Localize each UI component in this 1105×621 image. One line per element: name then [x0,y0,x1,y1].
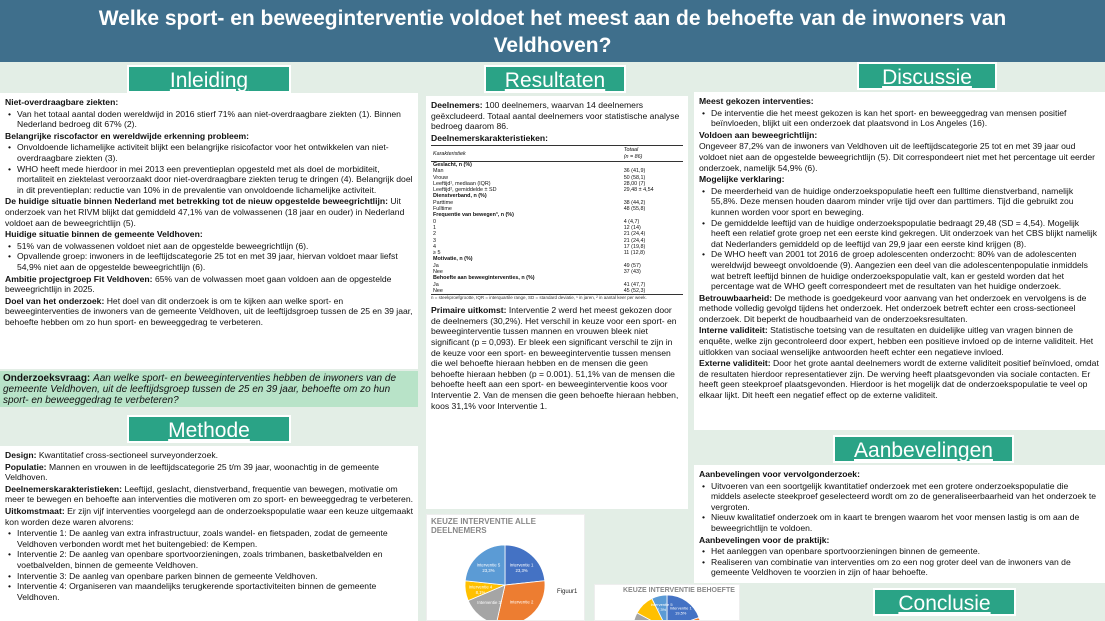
table-row [431,161,683,168]
aanbevelingen-bullet-1: • Uitvoeren van een soortgelijk kwantitatief onderzoek met een grotere onderzoekspopulatie die middels aselecte steekproef geselecteerd wordt om zo de generaliseerbaarheid van het onderzoek te vergroten. [699,481,1100,513]
research-question [0,371,418,407]
table-cell-label: Frequentie van bewegen³, n (%) [433,212,514,219]
methode-panel [0,446,418,621]
resultaten-heading-3: Primaire uitkomst: [431,305,507,316]
aanbevelingen-heading-1: Aanbevelingen voor vervolgonderzoek: [699,469,860,479]
methode-heading-2: Populatie: [5,461,47,472]
resultaten-heading-1: Deelnemers: [431,100,483,110]
table-cell-label: Behoefte aan beweeginterventies, n (%) [433,275,535,282]
inleiding-text-5: 65% van de volwassen moet gaan voldoen aan de opgestelde beweegrichtlijn in 2025. [5,273,392,295]
discussie-bullet-4: • De WHO heeft van 2001 tot 2016 de groep adolescenten onderzocht: 80% van de adolescenten wereldwijd beweegt onvoldoende (9). Aangezien een deel van die adolescentenpopulatie inmiddels wat betreft leeftijd binnen de huidige onderzoekspopulatie valt, kan er gesteld worden dat het percentage wat de WHO geeft correspondeert met de resultaten van het huidige onderzoek. [699,249,1100,291]
table-cell-value: 21 (24,4) [623,237,646,244]
aanbevelingen-bullet-4: • Realiseren van combinatie van interventies om zo een nog groter deel van de inwoners van de gemeente Veldhoven te voorzien in zijn of haar behoefte. [699,557,1100,578]
table-header-characteristic: Karakteristiek [431,146,622,162]
table-cell-value: 48 (55,8) [623,206,646,213]
table-cell-label: Nee [433,269,443,276]
table-cell-label: 3 [433,237,436,244]
table-cell-value: 29,48 ± 4,54 [623,187,654,194]
resultaten-panel [426,96,688,509]
discussie-heading-5: Interne validiteit: [699,325,768,336]
table-cell-value: 12 (14) [623,224,641,231]
discussie-text-6: Door het grote aantal deelnemers wordt de externe validiteit positief beïnvloed, omdat de resultaten hierdoor representatiever zijn. De werving heeft plaatsgevonden via sociale contacten. Er heeft geen steekproef plaatsgevonden. Hierdoor is het mogelijk dat de onderzoekspopulatie te veel op elkaar lijkt. Dit heeft een negatief effect op de externe validiteit. [699,358,1099,401]
discussie-heading-2: Voldoen aan beweegrichtlijn: [699,129,818,140]
table-cell-value: 17 (19,8) [623,243,646,250]
pie-chart-caption: Figuur1 [557,589,578,595]
inleiding-bullet-4: • 51% van de volwassenen voldoet niet aan de opgestelde beweegrichtlijn (6). [5,241,413,252]
table-cell-label: Dienstverband, n (%) [433,193,487,200]
table-cell-label: Ja [433,281,439,288]
inleiding-bullet-3: • WHO heeft mede hierdoor in mei 2013 een preventieplan opgesteld met als doel de morbiditeit, mortaliteit en ziektelast veroorzaakt door niet-overdraagbare ziekten terug te dringen (4). Belangrijk doel in dit preventieplan: reductie van 10% in de prevalentie van onvoldoende lichamelijke activiteit. [5,164,413,196]
inleiding-heading-1: Niet-overdraagbare ziekten: [5,97,119,107]
pie-slice-label-5: Interventie 5 [476,562,501,568]
demographics-table [431,145,683,295]
methode-text-1: Kwantitatief cross-sectioneel surveyonderzoek. [38,450,219,460]
inleiding-panel [0,93,418,369]
section-title-resultaten: Resultaten [484,65,626,93]
poster-title-line1: Welke sport- en beweeginterventie voldoet het meest aan de behoefte van de inwoners van [98,7,1007,30]
aanbevelingen-panel [694,465,1105,583]
inleiding-heading-6: Doel van het onderzoek: [5,295,105,306]
table-cell-value: 38 (44,2) [623,199,646,206]
pie-chart-behoefte [594,584,740,621]
pie-slice-value-1: 23,3% [515,567,528,573]
resultaten-text-3: Interventie 2 werd het meest gekozen door de deelnemers (30,2%). Het verschil in keuze voor een sport- en beweeginterventie tussen mannen en vrouwen bleek niet significant (p = 0,093). Er bleek een significant verschil te zijn in de keuze voor een sport- en beweeginterventie tussen mensen die wel behoefte hieraan hebben en de mensen die geen behoefte hieraan hebben (p = 0.001). 51,1% van de mensen die behoefte heeft aan een sport- en beweeginterventie koos voor Interventie 2. Van de mensen die geen behoefte hieraan hebben, koos 31,1% voor Interventie 1. [431,305,679,411]
table-cell-label: Geslacht, n (%) [433,161,472,168]
table-cell-value: 37 (43) [623,269,641,276]
discussie-heading-4: Betrouwbaarheid: [699,292,773,303]
inleiding-text-6: Het doel van dit onderzoek is om te kijken aan welke sport- en beweeginterventies de inwoners van de gemeente Veldhoven, uit de leeftijdsgroep tussen de 25 en 39 jaar, behoefte hebben om zo hun sport- en beweeggedrag te verbeteren. [5,295,413,327]
table-cell-label: Leeftijd¹, mediaan (IQR) [433,180,491,187]
section-title-conclusie: Conclusie [873,588,1016,616]
table-cell-label: Man [433,168,444,175]
methode-intervention-2: • Interventie 2: De aanleg van openbare sportvoorzieningen, zoals trimbanen, basketbalvelden en voetbalvelden, binnen de gemeente Veldhoven. [5,549,413,570]
resultaten-heading-2: Deelnemerskarakteristieken: [431,132,549,143]
poster-title [0,0,1105,62]
table-cell-value: 49 (57) [623,262,641,269]
discussie-bullet-3: • De gemiddelde leeftijd van de huidige onderzoekspopulatie bedraagt 29,48 (SD = 4,54). Mogelijk heeft een relatief grote groep net een eerste kind gekregen. Uit onderzoek van het CBS blijkt namelijk dat Nederlanders gemiddeld op de leeftijd van 29,9 jaar een eerste kind krijgen (8). [699,218,1100,250]
discussie-text-2: Ongeveer 87,2% van de inwoners van Veldhoven uit de leeftijdscategorie 25 tot en met 39 jaar oud voldoet niet aan de opgestelde beweegrichtlijn (5). Dit correspondeert niet met het percentage uit eerder onderzoek, namelijk 54,9% (6). [699,141,1096,173]
table-cell-label: Parttime [433,199,454,206]
pie-slice-label-1: Interventie 1 [509,562,534,568]
methode-heading-1: Design: [5,450,37,460]
table-cell-label: 0 [433,218,436,225]
research-question-label: Onderzoeksvraag: [3,373,91,384]
table-cell-value [622,161,683,168]
section-title-inleiding: Inleiding [127,65,291,93]
pie-slice-label-3: Interventie 3 [477,600,501,606]
table-cell-value: 45 (52,3) [622,288,683,295]
methode-text-3: Leeftijd, geslacht, dienstverband, frequentie van bewegen, motivatie om meer te bewegen en behoefte aan interventies die motiveren om zo sport- en beweeggedrag te verbeteren. [5,483,413,505]
table-cell-label: 2 [433,231,436,238]
inleiding-heading-4: Huidige situatie binnen de gemeente Veldhoven: [5,229,203,240]
table-cell-label: ≥ 5 [433,250,441,257]
inleiding-bullet-2: • Onvoldoende lichamelijke activiteit blijkt een belangrijke risicofactor voor het ontwikkelen van niet-overdraagbare ziekten (3). [5,142,413,163]
pie-slice-label-1: Interventie 1 [669,605,692,611]
pie-slice-value-4: 8,1% [475,589,486,595]
table-cell-label: Vrouw [433,174,449,181]
inleiding-text-3: Uit onderzoek van het RIVM blijkt dat gemiddeld 47,1% van de volwassenen (18 jaar en ouder) in Nederland voldoet aan de beweegrichtlijn (5). [5,196,405,228]
pie-slice-value-1: 19,5% [675,610,687,616]
table-cell-value: 21 (24,4) [623,231,646,238]
aanbevelingen-heading-2: Aanbevelingen voor de praktijk: [699,534,830,545]
discussie-bullet-1: • De interventie die het meest gekozen is kan het sport- en beweeggedrag van mensen positief beïnvloeden, blijkt uit een onderzoek dat plaatsvond in Los Angeles (16). [699,108,1100,129]
inleiding-heading-3: De huidige situatie binnen Nederland met betrekking tot de nieuw opgestelde beweegrichtlijn: [5,196,388,207]
pie-slice-value-5: 23,3% [482,567,495,573]
methode-heading-3: Deelnemerskarakteristieken: [5,483,123,494]
methode-intervention-4: • Interventie 4: Organiseren van maandelijks terugkerende sportactiviteiten binnen de gemeente Veldhoven. [5,581,413,602]
discussie-panel [694,92,1105,430]
research-question-text: Aan welke sport- en beweeginterventies hebben de inwoners van de gemeente Veldhoven, uit de leeftijdsgroep tussen de 25 en 39 jaar, behoefte om zo hun sport- en beweeggedrag te verbeteren? [3,373,397,406]
pie-chart-all-title: KEUZE INTERVENTIE ALLE DEELNEMERS [431,517,536,535]
methode-intervention-1: • Interventie 1: De aanleg van extra infrastructuur, zoals wandel- en fietspaden, zodat de gemeente Veldhoven verbonden wordt met het buitengebied: de Kempen. [5,528,413,549]
table-cell-label: Fulltime [433,206,452,213]
discussie-text-5: Statistische toetsing van de resultaten en duidelijke uitleg van vragen binnen de enquête, welke zijn gecontroleerd door expert, hebben een positieve invloed op de interne validiteit. Het uitlokken van sociaal wenselijke antwoorden heeft echter een negatieve invloed. [699,325,1094,357]
table-header-total: Totaal (n = 86) [622,146,683,162]
inleiding-bullet-1: • Van het totaal aantal doden wereldwijd in 2016 stierf 71% aan niet-overdraagbare ziekten (1). Binnen Nederland bedroeg dit 67% (2). [5,109,413,130]
pie-slice-label-4: Interventie 4 [468,584,493,590]
discussie-heading-1: Meest gekozen interventies: [699,96,814,106]
inleiding-heading-2: Belangrijke riscofactor en wereldwijde erkenning probleem: [5,130,250,141]
table-cell-label: Leeftijd², gemiddelde ± SD [433,187,497,194]
inleiding-heading-5: Ambitie projectgroep Fit Veldhoven: [5,273,153,284]
section-title-aanbevelingen: Aanbevelingen [833,435,1014,463]
pie-slice-value-5: 7,3% [657,606,667,612]
resultaten-text-1: 100 deelnemers, waarvan 14 deelnemers geëxcludeerd. Totaal aantal deelnemers voor statistische analyse bedroeg daarom 86. [431,100,680,132]
section-title-methode: Methode [127,415,291,443]
table-cell-label: Ja [433,262,439,269]
pie-chart-behoefte-title: KEUZE INTERVENTIE BEHOEFTE [623,587,735,594]
table-cell-label: 1 [433,224,436,231]
table-cell-label: Nee [431,288,622,295]
aanbevelingen-bullet-2: • Nieuw kwalitatief onderzoek om in kaart te brengen waarom het voor mensen lastig is om aan de beweegrichtlijn te voldoen. [699,512,1100,533]
pie-slice-label-5: Interventie 5 [650,601,673,607]
section-title-discussie: Discussie [857,62,997,90]
methode-text-2: Mannen en vrouwen in de leeftijdscategorie 25 t/m 39 jaar, woonachtig in de gemeente Veldhoven. [5,461,380,483]
methode-intervention-3: • Interventie 3: De aanleg van openbare parken binnen de gemeente Veldhoven. [5,571,413,582]
table-cell-value: 28,00 (7) [623,180,646,187]
aanbevelingen-bullet-3: • Het aanleggen van openbare sportvoorzieningen binnen de gemeente. [699,546,1100,557]
table-cell-value: 50 (58,1) [623,174,646,181]
methode-heading-4: Uitkomstmaat: [5,505,65,516]
table-cell-value: 41 (47,7) [623,281,646,288]
discussie-heading-6: Externe validiteit: [699,358,771,369]
discussie-bullet-2: • De meerderheid van de huidige onderzoekspopulatie heeft een fulltime dienstverband, namelijk 55,8%. Deze mensen houden daarom minder vrije tijd over dan parttimers. Tijd die gebruikt zou kunnen worden voor sport en beweging. [699,186,1100,218]
discussie-text-4: De methode is goedgekeurd voor aanvang van het onderzoek en vervolgens is de methode volledig gevolgd tijdens het onderzoek. Het onderzoek betreft echter een cross-sectioneel onderzoek. Dit beperkt de houdbaarheid van de onderzoeksresultaten. [699,292,1087,324]
pie-chart-all [426,514,585,621]
methode-text-4: Er zijn vijf interventies voorgelegd aan de onderzoekspopulatie waar een keuze uitgemaakt kon worden deze waren alvorens: [5,505,413,527]
table-footnote: n = steekproefgrootte, IQR = interquartile range, SD = standard deviatie, ¹ in jaren, ² in aantal keer per week. [431,295,647,301]
inleiding-bullet-5: • Opvallende groep: inwoners in de leeftijdscategorie 25 tot en met 39 jaar, hiervan voldoet maar liefst 54,9% niet aan de opgestelde beweegrichtlijn (6). [5,251,413,272]
table-cell-label: Motivatie, n (%) [433,256,473,263]
pie-chart-all-svg [427,515,585,621]
table-cell-value: 4 (4,7) [623,218,640,225]
table-row [431,288,683,295]
discussie-heading-3: Mogelijke verklaring: [699,174,785,185]
table-cell-value: 36 (41,9) [623,168,646,175]
pie-chart-behoefte-svg [595,585,740,621]
pie-slice-label-2: Interventie 2 [509,599,534,605]
table-cell-label: 4 [433,243,436,250]
poster-title-line2: Veldhoven? [493,34,612,57]
table-cell-value: 11 (12,8) [623,250,645,257]
